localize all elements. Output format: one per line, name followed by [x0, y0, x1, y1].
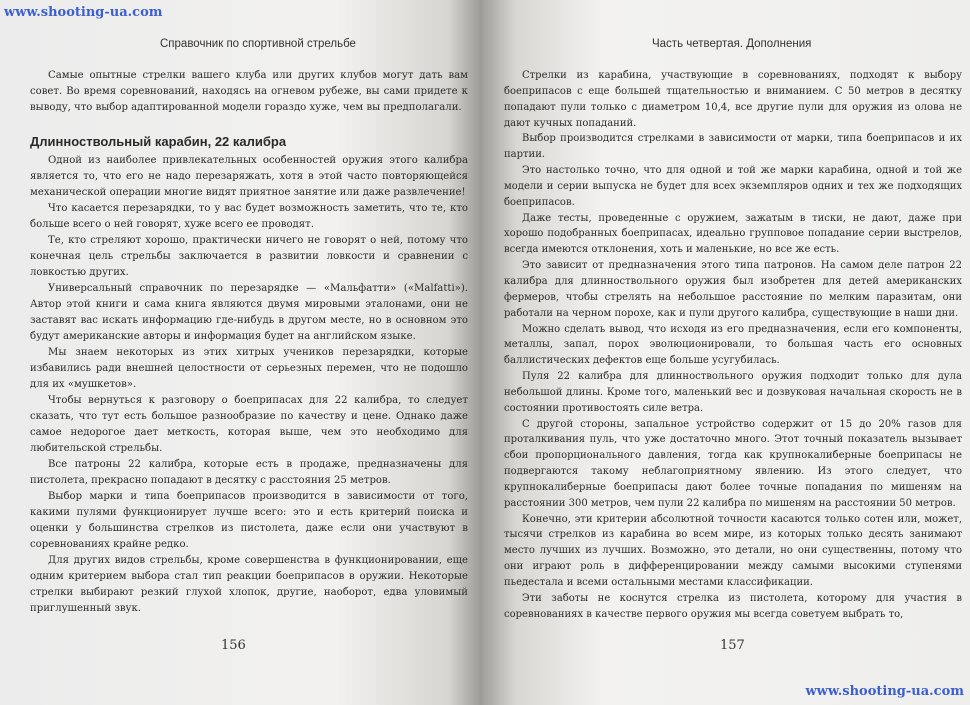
paragraph: Стрелки из карабина, участвующие в соревнованиях, подходят к выбору боеприпасов с еще большей тщательностью и вниманием. С 50 метров в десятку попадают пули только с диаметром 10,4, все другие пули для оружия из олова не дают кучных попаданий. — [504, 70, 962, 129]
paragraph: Можно сделать вывод, что исходя из его предназначения, если его компоненты, металлы, запал, порох эволюционировали, то большая часть его основных баллистических дефектов еще больше усугубилась. — [504, 323, 962, 367]
section-heading: Длинноствольный карабин, 22 калибра — [30, 134, 287, 149]
paragraph: Мы знаем некоторых из этих хитрых учеников перезарядки, которые избавились ради внешней целостности от серьезных перемен, что не подошло для их «мушкетов». — [30, 347, 468, 390]
paragraph: Самые опытные стрелки вашего клуба или других клубов могут дать вам совет. Во время соревнований, находясь на огневом рубеже, вы сами придете к выводу, что выбор адаптированной модели гораздо хуже, чем вы предполагали. — [30, 70, 468, 113]
paragraph: С другой стороны, запальное устройство содержит от 15 до 20% газов для проталкивания пуль, что уже достаточно много. Этот точный показатель вызывает сбои пропорционального давления, тогда как крупнокалиберные боеприпасы не подвергаются такому неблагоприятному явлению. Из этого следует, что крупнокалиберные боеприпасы дают более точные попадания по мишеням на расстоянии 300 метров, чем пули 22 калибра по мишеням на расстоянии 50 метров. — [504, 418, 962, 509]
left-page-body — [30, 68, 468, 617]
page-number-right: 157 — [720, 638, 745, 653]
paragraph: Пуля 22 калибра для длинноствольного оружия подходит только для дула небольшой длины. Кроме того, маленький вес и дозвуковая начальная скорость не в состоянии противостоять силе ветра. — [504, 371, 962, 414]
paragraph: Это настолько точно, что для одной и той же марки карабина, одной и той же модели и серии выпуска не будет для всех экземпляров одних и тех же подходящих боеприпасов. — [504, 165, 962, 208]
paragraph: Все патроны 22 калибра, которые есть в продаже, предназначены для пистолета, прекрасно попадают в десятку с расстояния 25 метров. — [30, 459, 468, 486]
running-head-left: Справочник по спортивной стрельбе — [160, 38, 356, 50]
paragraph: Эти заботы не коснутся стрелка из пистолета, которому для участия в соревнованиях в качестве первого оружия мы всегда советуем выбрать то, — [504, 592, 962, 620]
running-head-right: Часть четвертая. Дополнения — [652, 38, 812, 50]
paragraph: Те, кто стреляют хорошо, практически ничего не говорят о ней, потому что конечная цель стрельбы заключается в развитии ловкости и сравнении с ловкостью других. — [30, 235, 468, 278]
paragraph: Универсальный справочник по перезарядке — «Мальфатти» («Malfatti»). Автор этой книги и сама книга являются двумя мировыми эталонами, они не заставят вас искать информацию где-нибудь в другом месте, но в основном это будут американские авторы и информация будет на английском языке. — [30, 283, 468, 342]
paragraph: Это зависит от предназначения этого типа патронов. На самом деле патрон 22 калибра для длинноствольного оружия был изобретен для детей американских фермеров, чтобы стрелять на небольшое расстояние по мелким паразитам, они работали на черном порохе, как и пули другого калибра, существующие в наши дни. — [504, 260, 962, 319]
right-page-body — [504, 68, 962, 623]
paragraph: Для других видов стрельбы, кроме совершенства в функционировании, еще одним критерием выбора стал тип реакции боеприпасов в оружии. Некоторые стрелки выбирают резкий глухой хлопок, другие, наоборот, едва уловимый приглушенный звук. — [30, 555, 468, 614]
watermark-top[interactable]: www.shooting-ua.com — [4, 5, 163, 20]
paragraph: Чтобы вернуться к разговору о боеприпасах для 22 калибра, то следует сказать, что тут есть большое разнообразие по качеству и цене. Однако даже самое недорогое дает меткость, которая выше, чем это необходимо для любительской стрельбы. — [30, 395, 468, 454]
paragraph: Выбор производится стрелками в зависимости от марки, типа боеприпасов и их партии. — [504, 133, 962, 161]
watermark-bottom[interactable]: www.shooting-ua.com — [805, 684, 964, 699]
paragraph: Одной из наиболее привлекательных особенностей оружия этого калибра является то, что его не надо перезаряжать, хотя в этой часто повторяющейся механической операции многие видят приятное занятие или даже развлечение! — [30, 155, 468, 198]
right-page — [482, 0, 970, 705]
paragraph: Что касается перезарядки, то у вас будет возможность заметить, что те, кто больше всего о ней говорят, хуже всего ее проводят. — [30, 203, 468, 230]
paragraph: Даже тесты, проведенные с оружием, зажатым в тиски, не дают, даже при хорошо подобранных боеприпасах, идеально групповое попадание серии выстрелов, всегда имеются отклонения, хоть и маленькие, но все же есть. — [504, 212, 962, 256]
left-page — [0, 0, 482, 705]
page-number-left: 156 — [221, 638, 246, 653]
paragraph: Конечно, эти критерии абсолютной точности касаются только сотен или, может, тысячи стрелков из карабина во всем мире, из которых только десять занимают место лучших из лучших. Возможно, это детали, но они существенны, потому что они играют роль в дифференцировании между самыми высокими ступенями пьедестала и всеми остальными местами классификации. — [504, 513, 962, 588]
paragraph: Выбор марки и типа боеприпасов производится в зависимости от того, какими пулями функционирует лучше всего: это и есть критерий поиска и оценки у большинства стрелков из пистолета, даже если они участвуют в соревнованиях крайне редко. — [30, 491, 468, 550]
